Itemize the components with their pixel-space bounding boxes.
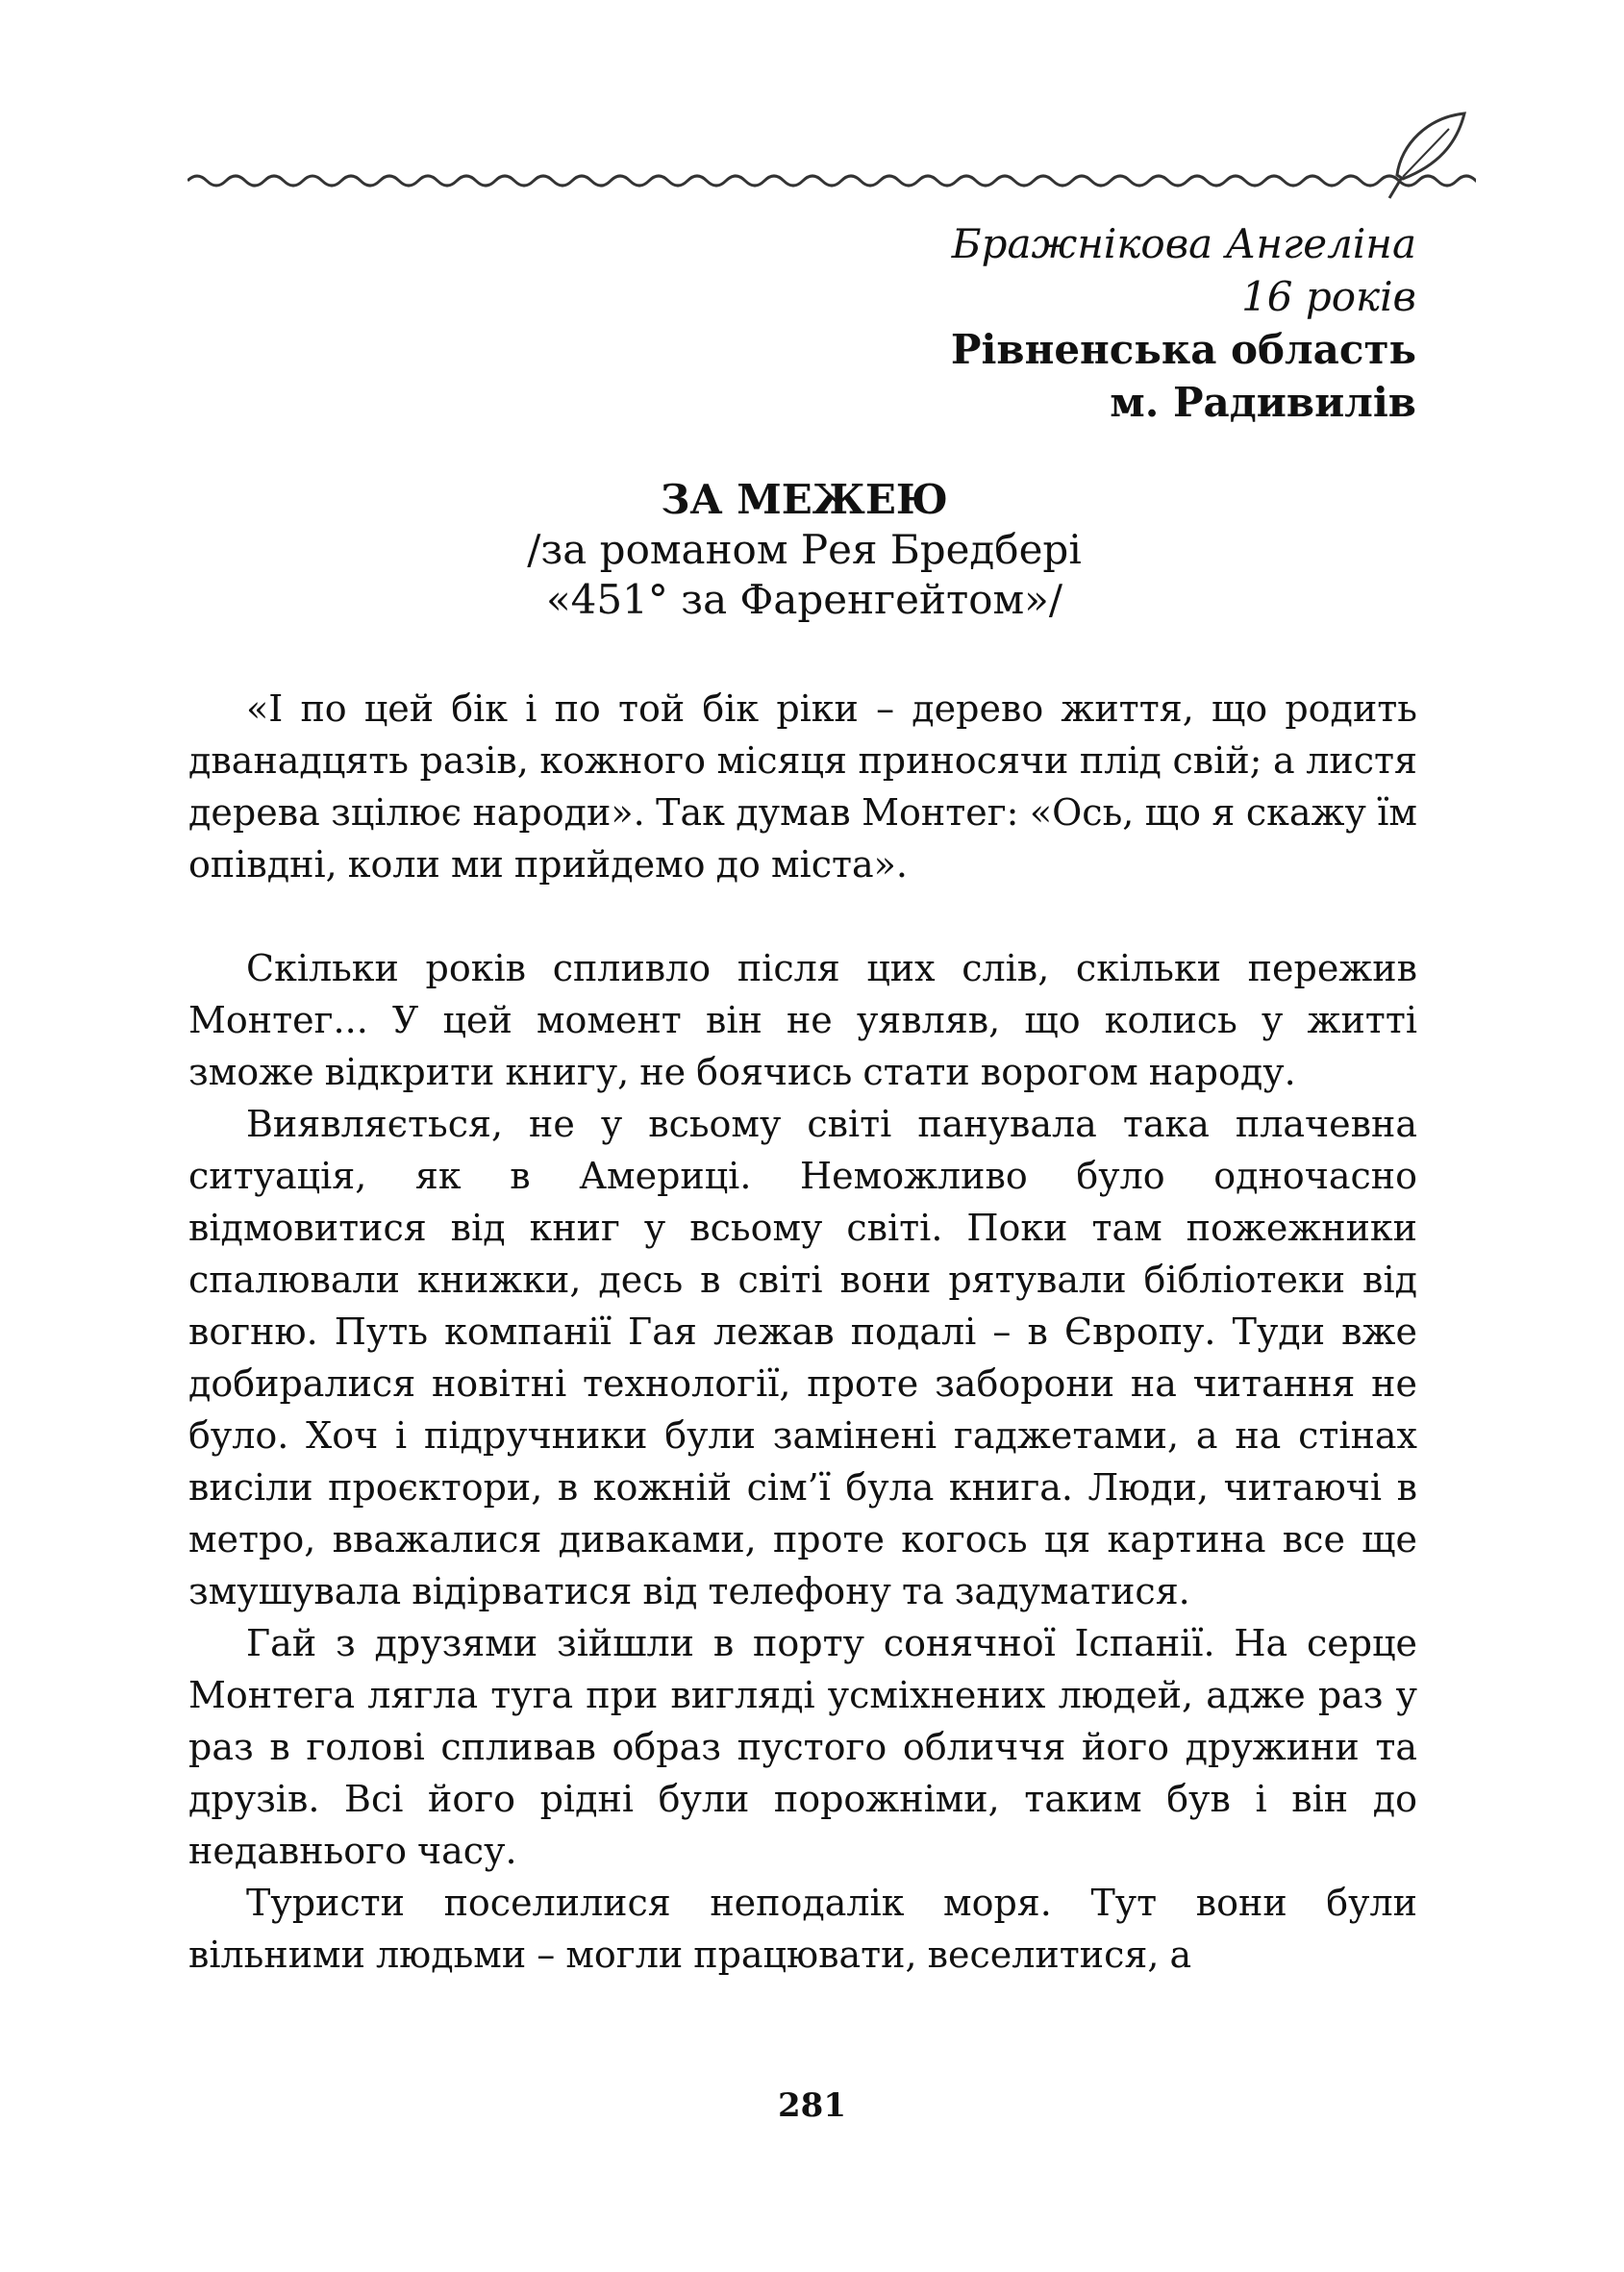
author-age: 16 років (1241, 273, 1416, 320)
paragraph: Гай з друзями зійшли в порту сонячної Іспанії. На серце Монтега лягла туга при вигляді усміхнених людей, адже раз у раз в голові спливав образ пустого обличчя його дружини та друзів. Всі його рідні були порожніми, таким був і він до недавнього часу. (188, 1622, 1417, 1872)
author-city: м. Радивилів (1110, 379, 1416, 426)
story-body (188, 683, 1417, 1981)
story-subtitle-line-2: «451° за Фаренгейтом»/ (545, 576, 1063, 623)
author-region: Рівненська область (950, 326, 1416, 373)
header-ornament (187, 106, 1476, 212)
title-block (192, 475, 1416, 625)
paragraph: «І по цей бік і по той бік ріки – дерево життя, що родить дванадцять разів, кожного місяця приносячи плід свій; а листя дерева зцілює народи». Так думав Монтег: «Ось, що я скажу їм опівдні, коли ми прийдемо до міста». (188, 687, 1417, 886)
wavy-line (187, 176, 1476, 186)
paragraph: Виявляється, не у всьому світі панувала така плачевна ситуація, як в Америці. Неможливо було одночасно відмовитися від книг у всьому світі. Поки там пожежники спалювали книжки, десь в світі вони рятували бібліотеки від вогню. Путь компанії Гая лежав подалі – в Європу. Туди вже добиралися новітні технології, проте заборони на читання не було. Хоч і підручники були замінені гаджетами, а на стінах висіли проєктори, в кожній сім’ї була книга. Люди, читаючі в метро, вважалися диваками, проте когось ця картина все ще змушувала відірватися від телефону та задуматися. (188, 1103, 1417, 1612)
paragraph: Туристи поселилися неподалік моря. Тут вони були вільними людьми – могли працювати, веселитися, а (188, 1882, 1417, 1976)
story-subtitle-line-1: /за романом Рея Бредбері (527, 526, 1082, 573)
author-name: Бражнікова Ангеліна (951, 220, 1416, 267)
story-title: ЗА МЕЖЕЮ (661, 476, 948, 523)
paragraph: Скільки років спливло після цих слів, скільки пережив Монтег... У цей момент він не уявляв, що колись у житті зможе відкрити книгу, не боячись стати ворогом народу. (188, 947, 1417, 1093)
page-number: 281 (778, 2086, 846, 2125)
quill-pen-icon (1389, 113, 1464, 198)
author-info (951, 217, 1416, 429)
